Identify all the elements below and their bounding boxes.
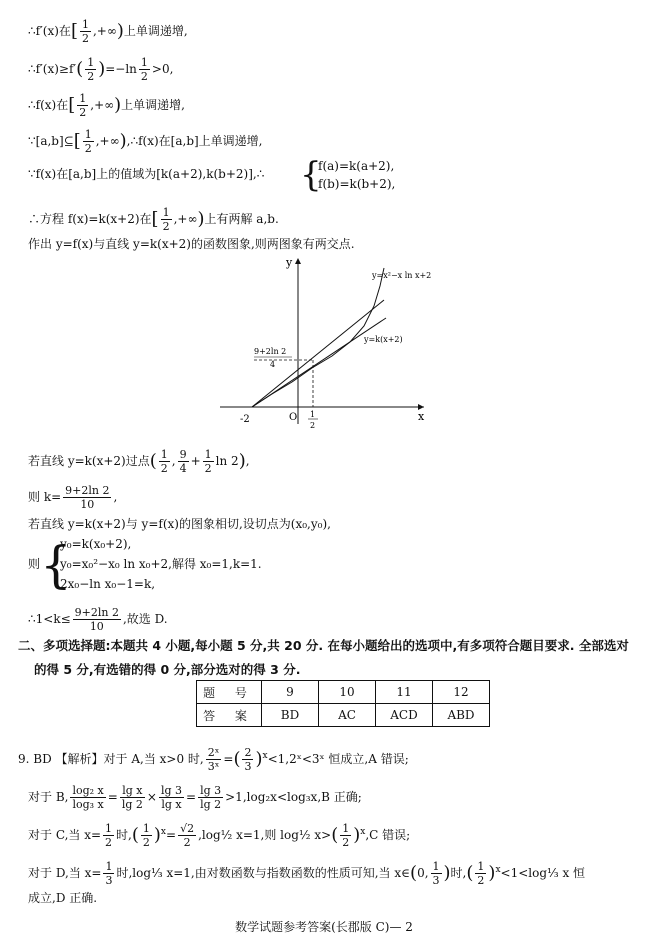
text: ∵[a,b]⊆ (28, 134, 74, 148)
den: lg 2 (200, 798, 222, 811)
line-6 (28, 206, 279, 233)
text: ∴f(x)在 (28, 98, 69, 112)
num: 1 (342, 822, 350, 835)
text: 则 (28, 557, 41, 571)
num: lg 3 (200, 784, 222, 797)
line-10: 若直线 y=k(x+2)与 y=f(x)的图象相切,设切点为(x₀,y₀), (28, 517, 331, 531)
text: ∴方程 f(x)=k(x+2)在 (28, 212, 152, 226)
table-row (197, 704, 490, 727)
table-header-cell: 题 号 (197, 681, 262, 704)
text: ,故选 D. (122, 612, 168, 626)
den: 2 (160, 462, 168, 475)
fraction-k (63, 484, 111, 511)
paren: ( (410, 862, 418, 884)
text: 时, (450, 866, 467, 880)
bracket: [ (68, 94, 76, 116)
paren: ) (238, 450, 246, 472)
table-cell: AC (319, 704, 376, 727)
text: 9. BD 【解析】对于 A,当 x>0 时, (18, 752, 204, 766)
text: ∴f′(x)在 (28, 24, 71, 38)
text: ,+∞ (90, 98, 115, 112)
fraction-half (203, 448, 214, 475)
text: >1,log₂x<log₃x,B 正确; (225, 790, 362, 804)
fraction (198, 784, 223, 811)
den: 2 (105, 836, 113, 849)
text: ln 2 (215, 454, 239, 468)
paren: ) (488, 862, 496, 884)
fraction (120, 784, 145, 811)
num: log₂ x (72, 784, 104, 797)
den: 2 (204, 462, 212, 475)
paren: ) (153, 824, 161, 846)
num: 1 (162, 206, 170, 219)
text: 则 k= (28, 490, 62, 504)
den: 2 (342, 836, 350, 849)
text: <1<log⅓ x 恒 (500, 866, 586, 880)
paren: ( (149, 450, 157, 472)
q9-line-b: 对于 B, $\frac{\text{log₂ x}}{\text{log₃ x}}$ = $\frac{\text{lg x}}{\lg 2}$ × $\frac{\lg 3}{\text{lg x}}$ = $\frac{\lg 3}{\lg 2}$ >1,log₂x<log₃x,B 正确; (28, 784, 362, 811)
fraction (178, 822, 196, 849)
text: 上单调递增, (121, 98, 185, 112)
num: 1 (432, 860, 440, 873)
paren: ) (353, 824, 361, 846)
paren: ) (255, 748, 263, 770)
num: 1 (84, 128, 92, 141)
text: 时,log⅓ x=1,由对数函数与指数函数的性质可知,当 x∈ (116, 866, 411, 880)
line-1 (28, 18, 188, 45)
den: 2 (84, 142, 92, 155)
fraction-k (73, 606, 121, 633)
text: , (113, 490, 118, 504)
line-12 (28, 606, 168, 633)
paren: ) (119, 130, 127, 152)
text: 时, (116, 828, 132, 842)
text: =−ln (105, 62, 137, 76)
num: 9 (179, 448, 187, 461)
fraction-half (77, 92, 88, 119)
case-line: y₀=k(x₀+2), (60, 537, 132, 551)
den: 2 (183, 836, 191, 849)
den: 4 (179, 462, 187, 475)
section-2-title (18, 634, 638, 682)
paren: ) (443, 862, 451, 884)
text: 0, (417, 866, 429, 880)
den: lg x (161, 798, 182, 811)
line-7: 作出 y=f(x)与直线 y=k(x+2)的函数图象,则两图象有两交点. (28, 237, 355, 251)
line-5 (28, 166, 264, 182)
case-line: y₀=x₀²−x₀ ln x₀+2,解得 x₀=1,k=1. (60, 557, 262, 571)
text: ,∴f(x)在[a,b]上单调递增, (126, 134, 263, 148)
q9-line-a: 9. BD 【解析】对于 A,当 x>0 时, $\frac{\text{2ˣ}}{\text{3ˣ}}$ =( $\frac{2}{3}$ )$^x$<1,2ˣ<3ˣ 恒成立,A 错误; (18, 746, 409, 773)
paren: ( (331, 824, 339, 846)
line-label: y=k(x+2) (364, 335, 403, 344)
text: ,+∞ (173, 212, 198, 226)
case-line: f(b)=k(b+2), (318, 177, 396, 191)
paren: ( (131, 824, 139, 846)
text: 对于 D,当 x= (28, 866, 102, 880)
den: 3 (244, 760, 252, 773)
fraction-half (340, 822, 351, 849)
num: 1 (87, 56, 95, 69)
table-cell: ACD (376, 704, 433, 727)
num: √2 (180, 822, 195, 835)
num: lg x (120, 784, 145, 798)
text: <1,2ˣ<3ˣ 恒成立,A 错误; (267, 752, 409, 766)
text: ,+∞ (95, 134, 120, 148)
text: ,C 错误; (365, 828, 411, 842)
fraction-half (83, 128, 94, 155)
brace: { (300, 155, 322, 195)
den: 10 (80, 498, 95, 511)
line-9 (28, 484, 117, 511)
fraction-half (159, 448, 170, 475)
num: 1 (142, 822, 150, 835)
table-header-cell: 答 案 (197, 704, 262, 727)
text: 上单调递增, (123, 24, 188, 38)
text: >0, (151, 62, 174, 76)
num: 1 (81, 18, 89, 31)
den: 2 (140, 70, 148, 83)
text: , (245, 454, 250, 468)
brace: { (40, 536, 72, 594)
num: 9+2ln 2 (65, 484, 110, 497)
fraction-third (103, 860, 114, 887)
section-title-line: 二、多项选择题:本题共 4 小题,每小题 5 分,共 20 分. 在每小题给出的选项中,有多项符合题目要求. 全部选对 (18, 638, 629, 653)
fraction (70, 784, 105, 811)
paren: ) (98, 58, 106, 80)
den: log₃ x (72, 798, 104, 811)
den: 2 (477, 874, 485, 887)
den: 2 (81, 32, 89, 45)
bracket: [ (70, 20, 78, 42)
marker-den: 4 (270, 360, 276, 369)
num: 2 (244, 746, 252, 759)
bracket: [ (73, 130, 81, 152)
text: ,log½ x=1,则 log½ x> (198, 828, 332, 842)
num: 1 (105, 822, 113, 835)
den: lg 2 (121, 798, 143, 811)
function-graph (212, 254, 432, 434)
tick-half-num: 1 (310, 410, 316, 419)
case-line: 2x₀−ln x₀−1=k, (60, 577, 156, 591)
den: 2 (79, 106, 87, 119)
table-cell: 10 (319, 681, 376, 704)
x-axis-label: x (418, 410, 425, 423)
fraction-half (141, 822, 152, 849)
text: , (171, 454, 176, 468)
q9-line-d: 对于 D,当 x= $\frac{1}{3}$ 时,log⅓ x=1,由对数函数与指数函数的性质可知,当 x∈(0, $\frac{1}{3}$ )时,( $\frac{1}{2}$ )$^x$<1<log⅓ x 恒 (28, 860, 586, 887)
tick-half-den: 2 (310, 421, 316, 430)
paren: ( (233, 748, 241, 770)
fraction-half (103, 822, 114, 849)
paren: ) (197, 208, 205, 230)
table-cell: BD (262, 704, 319, 727)
text: ∵f(x)在[a,b]上的值域为[k(a+2),k(b+2)],∴ (28, 167, 265, 181)
answer-table (196, 680, 490, 727)
q9-line-c: 对于 C,当 x= $\frac{1}{2}$ 时,( $\frac{1}{2}$ )$^x$= $\frac{√2}{2}$ ,log½ x=1,则 log½ x>( $\frac{1}{2}$ )$^x$,C 错误; (28, 822, 411, 849)
den: 2 (87, 70, 95, 83)
curve-label: y=x²−x ln x+2 (372, 271, 432, 280)
line-4 (28, 128, 263, 155)
paren: ( (76, 58, 84, 80)
y-axis-label: y (286, 256, 293, 269)
num: 2ˣ (207, 746, 220, 759)
tick-neg2: -2 (240, 414, 250, 425)
origin-label: O (289, 412, 298, 423)
den: 3 (432, 874, 440, 887)
num: 1 (160, 448, 168, 461)
num: 9+2ln 2 (74, 606, 119, 619)
marker-label: 9+2ln 2 (254, 347, 287, 356)
text: ∴f′(x)≥f′ (28, 62, 77, 76)
paren: ) (114, 94, 122, 116)
text: 若直线 y=k(x+2)过点 (28, 454, 150, 468)
bracket: [ (151, 208, 159, 230)
paren: ( (466, 862, 474, 884)
y-arrow-icon (295, 258, 301, 264)
den: 2 (162, 220, 170, 233)
text: = (223, 752, 234, 766)
q9-line-d2: 成立,D 正确. (28, 891, 98, 905)
fraction-third (431, 860, 442, 887)
table-cell: 12 (433, 681, 490, 704)
fraction-half (80, 18, 91, 45)
fraction (242, 746, 253, 773)
den: 2 (142, 836, 150, 849)
line-3 (28, 92, 185, 119)
text: ,+∞ (92, 24, 117, 38)
num: 1 (477, 860, 485, 873)
fraction-half (161, 206, 172, 233)
fraction-half (139, 56, 150, 83)
text: 对于 C,当 x= (28, 828, 102, 842)
paren: ) (116, 20, 124, 42)
table-cell: 11 (376, 681, 433, 704)
table-row (197, 681, 490, 704)
line-11 (28, 556, 40, 572)
fraction-half (475, 860, 486, 887)
fraction (206, 746, 222, 773)
line-8: 若直线 y=k(x+2)过点( $\frac{1}{2}$ , $\frac{9}{4}$ + $\frac{1}{2}$ ln 2), (28, 448, 250, 475)
page-footer: 数学试题参考答案(长郡版 C)— 2 (235, 920, 413, 934)
den: 3 (105, 874, 113, 887)
text: 对于 B, (28, 790, 69, 804)
fraction-half (85, 56, 96, 83)
den: 10 (89, 620, 104, 633)
num: 1 (79, 92, 87, 105)
case-line: f(a)=k(a+2), (318, 159, 395, 173)
num: lg 3 (160, 784, 182, 797)
table-cell: 9 (262, 681, 319, 704)
fraction-nine-four (178, 448, 189, 475)
text: = (166, 828, 177, 842)
den: 3ˣ (207, 760, 220, 773)
num: 1 (204, 448, 212, 461)
line-2 (28, 56, 173, 83)
fraction (159, 784, 184, 811)
num: 1 (105, 860, 113, 873)
text: ∴1<k≤ (28, 612, 71, 626)
num: 1 (140, 56, 148, 69)
table-cell: ABD (433, 704, 490, 727)
text: 上有两解 a,b. (204, 212, 279, 226)
section-title-line: 的得 5 分,有选错的得 0 分,部分选对的得 3 分. (34, 662, 301, 677)
